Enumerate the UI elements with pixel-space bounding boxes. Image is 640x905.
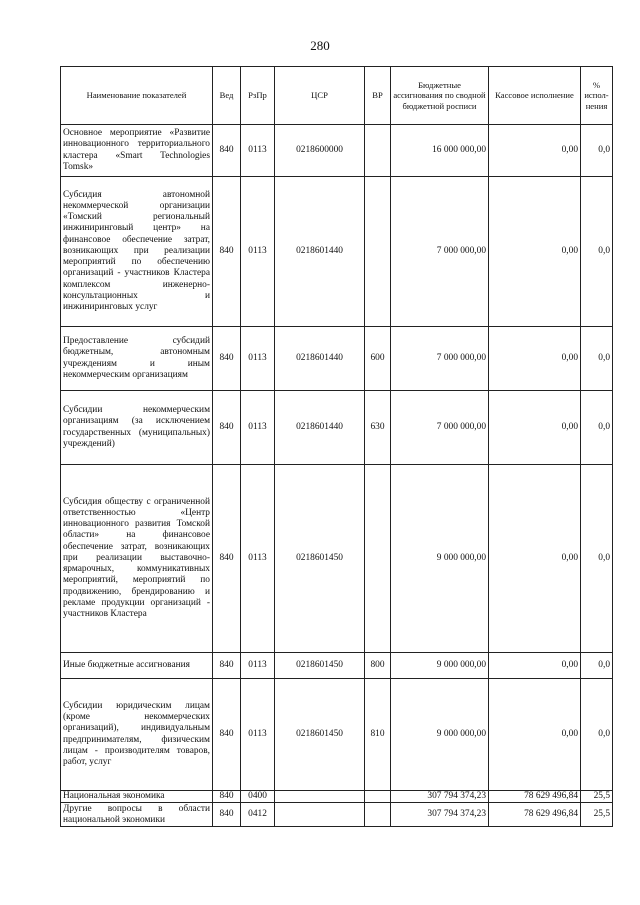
cell-rzpr: 0412	[241, 803, 275, 827]
cell-csr: 0218601450	[275, 653, 365, 679]
header-vr: ВР	[365, 67, 391, 125]
table-body	[61, 125, 613, 827]
header-rzpr: РзПр	[241, 67, 275, 125]
cell-name: Национальная экономика	[61, 791, 213, 803]
cell-budget: 9 000 000,00	[391, 465, 489, 653]
cell-csr: 0218601450	[275, 465, 365, 653]
cell-vr	[365, 125, 391, 177]
header-ved: Вед	[213, 67, 241, 125]
table-row	[61, 679, 613, 791]
cell-ved: 840	[213, 679, 241, 791]
cell-budget: 307 794 374,23	[391, 803, 489, 827]
cell-budget: 9 000 000,00	[391, 653, 489, 679]
cell-rzpr: 0400	[241, 791, 275, 803]
table-row	[61, 653, 613, 679]
cell-cash: 0,00	[489, 125, 581, 177]
cell-budget: 9 000 000,00	[391, 679, 489, 791]
cell-name: Субсидии некоммерческим организациям (за исключением государственных (муниципальных) учреждений)	[61, 391, 213, 465]
cell-budget: 7 000 000,00	[391, 327, 489, 391]
cell-pct: 0,0	[581, 391, 613, 465]
cell-name: Субсидии юридическим лицам (кроме некоммерческих организаций), индивидуальным предпринимателям, физическим лицам - производителям товаров, работ, услуг	[61, 679, 213, 791]
cell-vr	[365, 803, 391, 827]
cell-csr	[275, 791, 365, 803]
cell-rzpr: 0113	[241, 125, 275, 177]
cell-vr	[365, 465, 391, 653]
cell-pct: 0,0	[581, 125, 613, 177]
header-cash: Кассовое исполнение	[489, 67, 581, 125]
cell-rzpr: 0113	[241, 177, 275, 327]
budget-execution-table	[60, 66, 613, 827]
cell-csr: 0218601450	[275, 679, 365, 791]
cell-cash: 0,00	[489, 327, 581, 391]
table-row	[61, 125, 613, 177]
cell-cash: 0,00	[489, 465, 581, 653]
page-number: 280	[310, 38, 330, 53]
cell-ved: 840	[213, 803, 241, 827]
cell-cash: 78 629 496,84	[489, 791, 581, 803]
table-row	[61, 465, 613, 653]
cell-budget: 307 794 374,23	[391, 791, 489, 803]
cell-pct: 25,5	[581, 791, 613, 803]
header-budget: Бюджетные ассигнования по сводной бюджетной росписи	[391, 67, 489, 125]
cell-cash: 0,00	[489, 391, 581, 465]
cell-pct: 0,0	[581, 177, 613, 327]
cell-vr: 630	[365, 391, 391, 465]
cell-csr: 0218601440	[275, 327, 365, 391]
cell-ved: 840	[213, 465, 241, 653]
cell-ved: 840	[213, 327, 241, 391]
table-row	[61, 791, 613, 803]
cell-cash: 78 629 496,84	[489, 803, 581, 827]
cell-cash: 0,00	[489, 177, 581, 327]
cell-rzpr: 0113	[241, 391, 275, 465]
cell-budget: 16 000 000,00	[391, 125, 489, 177]
cell-name: Субсидия обществу с ограниченной ответственностью «Центр инновационного развития Томской области» на финансовое обеспечение затрат, возникающих при реализации выставочно-ярмарочных, коммуникативных мероприятий, мероприятий по продвижению, брендированию и рекламе продукции организаций - участников Кластера	[61, 465, 213, 653]
cell-csr: 0218601440	[275, 177, 365, 327]
cell-cash: 0,00	[489, 679, 581, 791]
cell-rzpr: 0113	[241, 465, 275, 653]
cell-pct: 25,5	[581, 803, 613, 827]
cell-csr	[275, 803, 365, 827]
cell-pct: 0,0	[581, 653, 613, 679]
cell-vr	[365, 791, 391, 803]
cell-pct: 0,0	[581, 679, 613, 791]
table-row	[61, 803, 613, 827]
cell-vr: 800	[365, 653, 391, 679]
cell-name: Иные бюджетные ассигнования	[61, 653, 213, 679]
header-name: Наименование показателей	[61, 67, 213, 125]
cell-vr: 810	[365, 679, 391, 791]
cell-name: Субсидия автономной некоммерческой организации «Томский региональный инжиниринговый центр» на финансовое обеспечение затрат, возникающих при реализации мероприятий по обеспечению организаций - участников Кластера комплексом инженерно-консультационных и инжиниринговых услуг	[61, 177, 213, 327]
table-row	[61, 177, 613, 327]
header-csr: ЦСР	[275, 67, 365, 125]
cell-vr: 600	[365, 327, 391, 391]
cell-budget: 7 000 000,00	[391, 177, 489, 327]
cell-name: Основное мероприятие «Развитие инновационного территориального кластера «Smart Technologies Tomsk»	[61, 125, 213, 177]
cell-rzpr: 0113	[241, 679, 275, 791]
cell-rzpr: 0113	[241, 653, 275, 679]
cell-pct: 0,0	[581, 327, 613, 391]
cell-vr	[365, 177, 391, 327]
table-row	[61, 391, 613, 465]
table-row	[61, 327, 613, 391]
cell-pct: 0,0	[581, 465, 613, 653]
cell-csr: 0218601440	[275, 391, 365, 465]
cell-budget: 7 000 000,00	[391, 391, 489, 465]
cell-ved: 840	[213, 791, 241, 803]
cell-ved: 840	[213, 391, 241, 465]
header-pct: % испол-нения	[581, 67, 613, 125]
cell-ved: 840	[213, 125, 241, 177]
cell-ved: 840	[213, 177, 241, 327]
cell-name: Предоставление субсидий бюджетным, автономным учреждениям и иным некоммерческим организациям	[61, 327, 213, 391]
cell-cash: 0,00	[489, 653, 581, 679]
cell-rzpr: 0113	[241, 327, 275, 391]
cell-csr: 0218600000	[275, 125, 365, 177]
table-header-row	[61, 67, 613, 125]
cell-name: Другие вопросы в области национальной экономики	[61, 803, 213, 827]
cell-ved: 840	[213, 653, 241, 679]
